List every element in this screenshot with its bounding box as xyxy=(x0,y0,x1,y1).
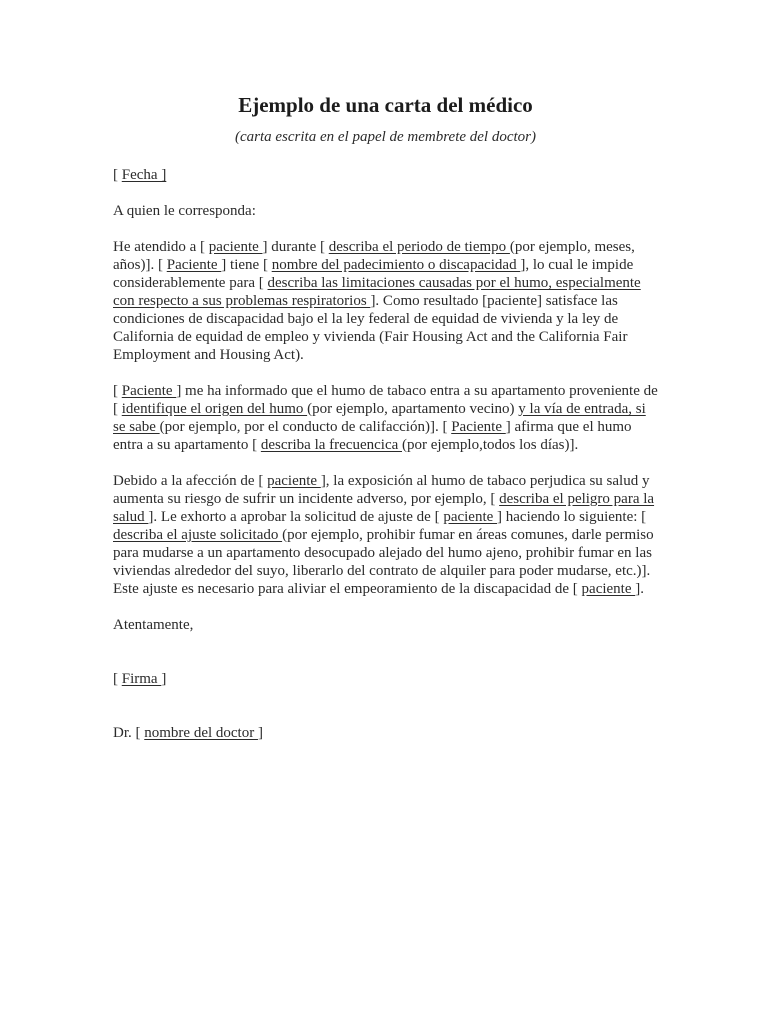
text-run: Dr. [ xyxy=(113,725,145,741)
text-run: ], la exposición al humo de tabaco perjudica su salud y aumenta su riesgo de sufrir un incidente adverso, por ejemplo, [ xyxy=(113,473,650,507)
text-run: (por ejemplo, prohibir fumar en áreas comunes, darle permiso para mudarse a un apartamento desocupado alejado del humo ajeno, prohibir fumar en las viviendas alrededor del suyo, liberarlo del contrato de alquiler para poder mudarse, etc.)]. Este ajuste es necesario para aliviar el empeoramiento de la discapacidad de [ xyxy=(113,527,654,597)
text-run: ] xyxy=(257,725,263,741)
text-run: (por ejemplo, apartamento vecino) xyxy=(307,401,519,417)
text-run: [ xyxy=(113,671,122,687)
text-run: ] xyxy=(161,671,167,687)
placeholder-field: y la vía de entrada, si se sabe xyxy=(113,401,646,435)
text-run: [ xyxy=(113,167,122,183)
text-run: Debido a la afección de [ xyxy=(113,473,268,489)
placeholder-field: Paciente xyxy=(451,419,506,435)
placeholder-field: describa el ajuste solicitado xyxy=(113,527,283,543)
placeholder-field: describa el peligro para la salud xyxy=(113,491,655,525)
body-paragraph-1 xyxy=(113,238,658,364)
text-run: ], lo cual le impide considerablemente para [ xyxy=(113,257,634,291)
placeholder-field: Fecha ] xyxy=(121,167,167,183)
placeholder-field: paciente xyxy=(267,473,321,489)
placeholder-field: paciente xyxy=(581,581,636,597)
text-run: (por ejemplo,todos los días)]. xyxy=(402,437,579,453)
placeholder-field: Paciente xyxy=(166,257,222,273)
text-run: ] durante [ xyxy=(262,239,329,255)
letter-page xyxy=(113,92,658,742)
text-run: (por ejemplo, por el conducto de califacción)]. [ xyxy=(159,419,452,435)
body-paragraph-2 xyxy=(113,382,658,454)
date-line xyxy=(113,166,658,184)
text-run: ]. Como resultado [paciente] satisface las condiciones de discapacidad bajo el la ley federal de equidad de vivienda y la ley de California de equidad de empleo y vivienda (Fair Housing Act and the California Fair Employment and Housing Act). xyxy=(113,293,628,363)
placeholder-field: identifique el origen del humo xyxy=(121,401,308,417)
text-run: ] me ha informado que el humo de tabaco entra a su apartamento proveniente de [ xyxy=(113,383,658,417)
text-run: [ xyxy=(113,383,122,399)
text-run: ]. xyxy=(635,581,644,597)
placeholder-field: nombre del padecimiento o discapacidad xyxy=(271,257,521,273)
letter-title: Ejemplo de una carta del médico xyxy=(238,93,533,117)
letter-subtitle: (carta escrita en el papel de membrete del doctor) xyxy=(234,129,537,145)
text-run: ]. Le exhorto a aprobar la solicitud de ajuste de [ xyxy=(148,509,444,525)
text-run: He atendido a [ xyxy=(113,239,209,255)
text-run: ] afirma que el humo entra a su apartamento [ xyxy=(113,419,632,453)
signature-line xyxy=(113,670,658,688)
salutation: A quien le corresponda: xyxy=(113,203,256,219)
text-run: ] tiene [ xyxy=(221,257,272,273)
text-run: ] haciendo lo siguiente: [ xyxy=(497,509,647,525)
placeholder-field: paciente xyxy=(208,239,263,255)
placeholder-field: nombre del doctor xyxy=(144,725,258,741)
placeholder-field: Paciente xyxy=(121,383,177,399)
placeholder-field: describa la frecuencica xyxy=(260,437,403,453)
text-run: (por ejemplo, meses, años)]. [ xyxy=(113,239,635,273)
placeholder-field: Firma xyxy=(121,671,162,687)
placeholder-field: describa las limitaciones causadas por el humo, especialmente con respecto a sus problemas respiratorios xyxy=(113,275,641,309)
placeholder-field: paciente xyxy=(443,509,498,525)
doctor-name-line xyxy=(113,724,658,742)
body-paragraph-3 xyxy=(113,472,658,598)
closing: Atentamente, xyxy=(113,617,194,633)
placeholder-field: describa el periodo de tiempo xyxy=(328,239,510,255)
